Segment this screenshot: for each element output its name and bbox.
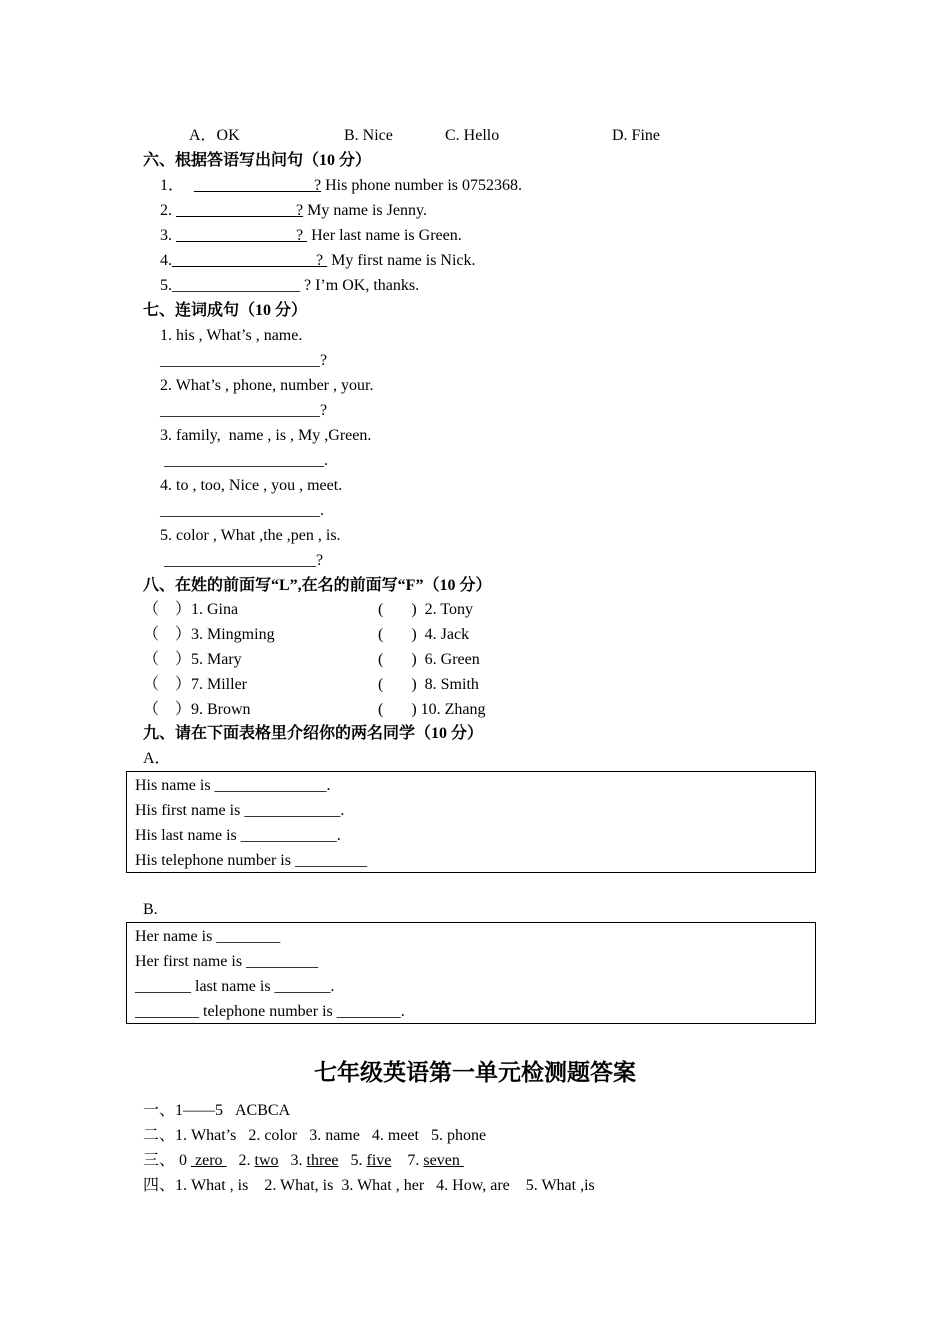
section-8-heading: 八、在姓的前面写“L”,在名的前面写“F”（10 分）	[143, 577, 492, 594]
box-b-line: _______ last name is _______.	[135, 978, 335, 995]
sec8-right-item: ( ) 4. Jack	[378, 626, 470, 643]
box-b-line: ________ telephone number is ________.	[135, 1003, 405, 1020]
option-d: D. Fine	[612, 127, 660, 144]
sec6-item: 1． _______________? His phone number is 0752368.	[160, 177, 522, 194]
answer-line-2: 二、1. What’s 2. color 3. name 4. meet 5. phone	[143, 1127, 487, 1144]
section-6-heading: 六、根据答语写出问句（10 分）	[143, 152, 372, 169]
sec8-left-item: （ ）3. Mingming	[143, 626, 275, 643]
sec8-right-item: ( ) 6. Green	[378, 651, 480, 668]
box-b-label: B.	[143, 901, 158, 918]
sec7-answer-line: ___________________?	[164, 552, 324, 569]
sec7-answer-line: ____________________?	[160, 352, 328, 369]
sec8-right-item: ( ) 8. Smith	[378, 676, 479, 693]
box-b-line: Her name is ________	[135, 928, 281, 945]
sec8-left-item: （ ）9. Brown	[143, 701, 251, 718]
sec6-item: 3. _______________? Her last name is Green.	[160, 227, 462, 244]
sec6-item: 4.__________________? My first name is Nick.	[160, 252, 476, 269]
box-b-line: Her first name is _________	[135, 953, 319, 970]
sec8-right-item: ( ) 2. Tony	[378, 601, 474, 618]
box-a-line: His telephone number is _________	[135, 852, 367, 869]
box-a-line: His first name is ____________.	[135, 802, 345, 819]
answer-line-3: 三、 0 zero 2. two 3. three 5. five 7. seven	[143, 1152, 464, 1169]
answer-line-1: 一、1——5 ACBCA	[143, 1102, 291, 1119]
sec7-question: 4. to , too, Nice , you , meet.	[160, 477, 343, 494]
sec7-question: 3. family, name , is , My ,Green.	[160, 427, 372, 444]
sec8-left-item: （ ）5. Mary	[143, 651, 242, 668]
sec8-left-item: （ ）7. Miller	[143, 676, 247, 693]
sec6-item: 5.________________ ? I’m OK, thanks.	[160, 277, 420, 294]
section-9-heading: 九、请在下面表格里介绍你的两名同学（10 分）	[143, 725, 484, 742]
answer-line-4: 四、1. What , is 2. What, is 3. What , her 4. How, are 5. What ,is	[143, 1177, 595, 1194]
option-b: B. Nice	[344, 127, 393, 144]
section-7-heading: 七、连词成句（10 分）	[143, 302, 308, 319]
classmate-box-a	[126, 771, 816, 873]
sec7-question: 1. his , What’s , name.	[160, 327, 303, 344]
classmate-box-b	[126, 922, 816, 1024]
sec7-answer-line: ____________________.	[160, 502, 324, 519]
sec8-left-item: （ ）1. Gina	[143, 601, 239, 618]
sec7-answer-line: ____________________?	[160, 402, 328, 419]
sec7-question: 2. What’s , phone, number , your.	[160, 377, 374, 394]
option-c: C. Hello	[445, 127, 500, 144]
answer-key-title: 七年级英语第一单元检测题答案	[314, 1060, 636, 1085]
sec7-question: 5. color , What ,the ,pen , is.	[160, 527, 341, 544]
box-a-line: His name is ______________.	[135, 777, 331, 794]
sec7-answer-line: ____________________.	[164, 452, 328, 469]
box-a-label: A．	[143, 750, 171, 767]
sec6-item: 2. _______________? My name is Jenny.	[160, 202, 427, 219]
option-a: A．OK	[189, 127, 240, 144]
sec8-right-item: ( ) 10. Zhang	[378, 701, 486, 718]
box-a-line: His last name is ____________.	[135, 827, 341, 844]
